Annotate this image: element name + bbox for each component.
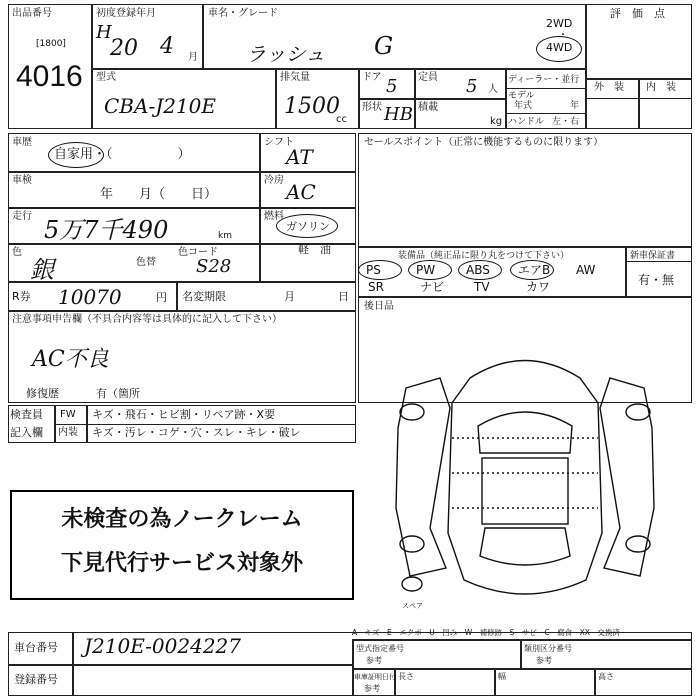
equipment-item: カワ: [526, 280, 551, 294]
divider: [352, 668, 692, 670]
sales-label: セールスポイント（正常に機能するものに限ります）: [364, 137, 604, 148]
model-year-label: モデル: [508, 91, 535, 101]
fuel-label: 燃料: [264, 211, 284, 222]
spare-label: スペア: [402, 602, 423, 610]
history-circle: [48, 142, 104, 168]
equipment-item: ABS: [466, 263, 490, 277]
lot-sub: [1800]: [36, 39, 66, 49]
door-value: 5: [386, 76, 398, 97]
later-label: 後日品: [364, 301, 394, 312]
equipment-item: PS: [366, 263, 381, 277]
history-value: 自家用・（ ）: [54, 147, 191, 162]
new-parts-value: 有・無: [638, 273, 675, 287]
type-value: CBA-J210E: [104, 94, 216, 118]
ticket-yen: 円: [156, 291, 167, 304]
height-label: 高さ: [598, 672, 614, 681]
door-label: ドア: [362, 72, 382, 83]
legend: A－キズ E－エクボ U－凹み W－補修跡 S－サビ C－腐食 XX－交換済: [352, 628, 620, 637]
divider: [176, 281, 178, 310]
repair-value: 有（箇所: [96, 387, 140, 400]
interior-label: 内 装: [646, 82, 676, 93]
inspector-label-2: 記入欄: [10, 426, 43, 439]
handle-label: ハンドル: [508, 117, 545, 127]
reg-label: 登録番号: [14, 673, 58, 686]
shift-value: AT: [286, 145, 313, 169]
divider: [625, 247, 627, 297]
car-diagram: [390, 348, 660, 618]
displacement-value: 1500: [284, 94, 340, 119]
divider: [358, 98, 505, 100]
ac-label: 冷房: [264, 175, 284, 186]
equipment-item: SR: [368, 280, 384, 294]
divider: [594, 668, 596, 696]
dealer-label: ディーラー・並行: [508, 75, 580, 85]
divider: [91, 68, 585, 70]
title-change-label: 名変期限: [182, 290, 226, 303]
cc-unit: cc: [336, 114, 347, 125]
displacement-label: 排気量: [280, 72, 310, 83]
first-reg-era: H: [96, 22, 112, 43]
divider: [8, 207, 356, 209]
drive-4wd-circle: [536, 36, 582, 62]
divider: [352, 639, 692, 641]
model-name: ラッシュ: [246, 42, 326, 66]
chassis-label: 車台番号: [14, 641, 58, 654]
divider: [505, 88, 585, 89]
score-label: 評 価 点: [610, 7, 665, 20]
in-text: キズ・汚レ・コゲ・穴・スレ・キレ・破レ: [92, 426, 301, 439]
capacity-label: 定員: [418, 72, 438, 83]
ac-value: AC: [286, 180, 316, 204]
shift-label: シフト: [264, 137, 294, 148]
fw-label: FW: [60, 409, 76, 420]
equipment-circle: [358, 260, 402, 280]
capacity-value: 5: [466, 76, 478, 97]
equipment-label: 装備品（純正品に限り丸をつけて下さい）: [398, 251, 570, 261]
grade: G: [374, 32, 394, 60]
fuel-value: ガソリン: [286, 220, 330, 233]
drive-2wd: 2WD: [546, 17, 573, 30]
year-unit: 年: [570, 101, 580, 111]
first-reg-label: 初度登録年月: [96, 8, 156, 19]
cert-sub: 参考: [364, 684, 380, 693]
divider: [520, 639, 522, 668]
shape-label: 形状: [362, 102, 382, 113]
type-designation-sub: 参考: [366, 656, 382, 665]
model-label: 車名・グレード: [208, 8, 278, 19]
history-label: 車歴: [12, 137, 32, 148]
chassis-value: J210E-0024227: [84, 634, 241, 658]
fw-text: キズ・飛石・ヒビ割・リペア跡・X要: [92, 408, 276, 421]
repair-label: 修復歴: [26, 387, 59, 400]
divider: [275, 68, 277, 129]
mileage-label: 走行: [12, 211, 32, 222]
type-label: 型式: [96, 72, 116, 83]
first-reg-month: 4: [160, 34, 174, 59]
divider: [202, 4, 204, 68]
class-sub: 参考: [536, 656, 552, 665]
sales-block: [358, 133, 692, 247]
first-reg-year: 20: [110, 36, 138, 61]
title-change-month: 月: [284, 290, 295, 303]
stamp-line-1: 未検査の為ノークレーム: [61, 506, 303, 531]
width-label: 幅: [498, 672, 506, 681]
divider: [8, 281, 356, 283]
divider: [8, 171, 356, 173]
divider: [72, 632, 74, 696]
person-unit: 人: [488, 84, 498, 95]
notes-label: 注意事項申告欄（不具合内容等は具体的に記入して下さい）: [12, 314, 282, 325]
shape-value: HB: [384, 104, 413, 125]
equipment-circle: [408, 260, 452, 280]
km-unit: km: [218, 231, 232, 241]
equipment-circle: [458, 260, 502, 280]
divider: [505, 68, 507, 129]
equipment-item: PW: [416, 263, 436, 277]
equipment-item: TV: [474, 280, 490, 294]
color-swap-label: 色替: [136, 257, 156, 268]
in-label: 内装: [58, 427, 78, 438]
divider: [91, 4, 93, 129]
equipment-circle: [510, 260, 554, 280]
color-value: 銀: [30, 256, 54, 284]
inspect-value: 年 月（ 日）: [100, 187, 218, 202]
equipment-item: ナビ: [420, 280, 445, 294]
drive-dot: ・: [558, 30, 568, 41]
divider: [585, 98, 692, 99]
kg-unit: kg: [490, 116, 503, 127]
exterior-label: 外 装: [594, 82, 624, 93]
load-label: 積載: [418, 102, 438, 113]
divider: [505, 113, 585, 114]
inspect-label: 車検: [12, 175, 32, 186]
drive-4wd: 4WD: [546, 41, 573, 54]
handle-options: 左・右: [552, 117, 580, 127]
model-year-sub: 年式: [514, 101, 533, 111]
color-code-label: 色コード: [178, 247, 218, 258]
mileage-value: 5万7千490: [44, 216, 169, 244]
new-parts-label: 新車保証書: [630, 251, 676, 261]
divider: [54, 424, 356, 425]
class-label: 類別区分番号: [524, 644, 572, 653]
stamp-line-2: 下見代行サービス対象外: [60, 550, 303, 575]
length-label: 長さ: [398, 672, 414, 681]
divider: [494, 668, 496, 696]
title-change-day: 日: [338, 290, 349, 303]
divider: [585, 4, 587, 129]
inspector-label-1: 検査員: [10, 408, 43, 421]
notes-content: AC不良: [32, 347, 109, 372]
cert-label: 車庫証明日付: [354, 673, 396, 681]
ticket-label: R券: [12, 290, 31, 303]
fuel-circle: [276, 214, 338, 238]
lot-label: 出品番号: [12, 8, 52, 19]
divider: [638, 78, 640, 129]
equipment-item: エアB: [518, 263, 551, 277]
color-code-value: S28: [196, 256, 232, 277]
month-unit: 月: [188, 52, 198, 63]
divider: [8, 310, 356, 312]
divider: [8, 664, 352, 666]
equipment-item: AW: [576, 263, 596, 277]
type-designation-label: 型式指定番号: [356, 644, 404, 653]
color-label: 色: [12, 247, 22, 258]
ticket-value: 10070: [58, 285, 122, 309]
lot-number: 4016: [16, 60, 83, 93]
fuel-alt: 軽 油: [298, 243, 331, 256]
